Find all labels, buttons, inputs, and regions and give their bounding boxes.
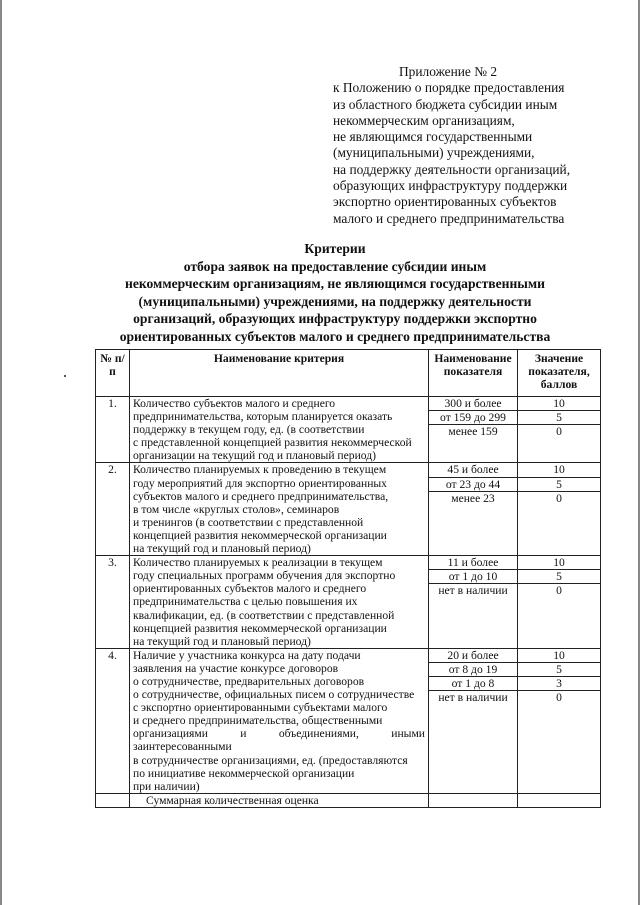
- criterion-line: субъектов малого и среднего предпринимательства,: [133, 489, 389, 503]
- criteria-table: [95, 349, 601, 808]
- criterion-line: концепцией развития некоммерческой организации: [133, 528, 387, 542]
- header-value: Значение показателя, баллов: [518, 350, 601, 397]
- indicator-option: нет в наличии: [438, 691, 508, 705]
- indicator-option: от 1 до 8: [429, 677, 517, 691]
- table-row: [96, 556, 601, 649]
- summary-empty-cell: [96, 793, 130, 807]
- score-value: 10: [518, 463, 600, 477]
- appendix-line: на поддержку деятельности организаций,: [333, 161, 571, 177]
- indicator-option: 20 и более: [429, 649, 517, 663]
- appendix-line: не являющимся государственными: [333, 129, 533, 145]
- scan-edge-left: [0, 0, 2, 905]
- table-row: [96, 397, 601, 463]
- row-number: 4.: [96, 648, 130, 793]
- score-value: 3: [518, 677, 600, 691]
- criterion-line: поддержку в текущем году, ед. (в соответствии: [133, 423, 365, 437]
- appendix-number: Приложение № 2: [399, 64, 498, 79]
- criterion-line: и среднего предпринимательства, общественными: [133, 714, 383, 728]
- criterion-line: Количество планируемых к проведению в текущем: [133, 463, 387, 477]
- score-value: 5: [518, 570, 600, 584]
- appendix-block: [333, 64, 633, 227]
- indicator-option: менее 159: [448, 425, 498, 439]
- row-number: 2.: [96, 463, 130, 556]
- criterion-line: предпринимательства, которым планируется оказать: [133, 410, 393, 424]
- summary-row: [96, 793, 601, 807]
- indicator-option: 300 и более: [429, 397, 517, 411]
- value-cell: [518, 397, 601, 463]
- indicator-cell: [429, 397, 518, 463]
- summary-empty-cell: [429, 793, 518, 807]
- criterion-line: о сотрудничестве, предварительных договоров: [133, 674, 365, 688]
- indicator-cell: [429, 556, 518, 649]
- indicator-option: от 1 до 10: [429, 570, 517, 584]
- indicator-option: от 8 до 19: [429, 663, 517, 677]
- criterion-line: о сотрудничестве, официальных писем о сотрудничестве: [133, 688, 415, 702]
- criterion-line: на текущий год и плановый период): [133, 542, 311, 556]
- criterion-line: организации на текущий год и плановый период): [133, 449, 377, 463]
- score-value: 10: [518, 397, 600, 411]
- title-line: отбора заявок на предоставление субсидии иным: [183, 258, 487, 274]
- title-line: (муниципальными) учреждениями, на поддержку деятельности: [138, 293, 532, 309]
- criterion-cell: [130, 463, 429, 556]
- score-value: 0: [556, 691, 562, 705]
- indicator-option: менее 23: [451, 491, 495, 505]
- scan-speck: [64, 375, 66, 377]
- criterion-line: в том числе «круглых столов», семинаров: [133, 502, 340, 516]
- table-row: [96, 648, 601, 793]
- criterion-line: году специальных программ обучения для экспортно: [133, 569, 396, 583]
- summary-empty-cell: [518, 793, 601, 807]
- value-cell: [518, 463, 601, 556]
- criterion-line: заявления на участие конкурсе договоров: [133, 661, 339, 675]
- score-value: 5: [518, 478, 600, 492]
- value-cell: [518, 556, 601, 649]
- score-value: 0: [556, 425, 562, 439]
- criterion-line: концепцией развития некоммерческой организации: [133, 621, 387, 635]
- score-value: 10: [518, 556, 600, 570]
- header-indicator: Наименование показателя: [429, 350, 518, 397]
- row-number: 1.: [96, 397, 130, 463]
- indicator-cell: [429, 648, 518, 793]
- score-value: 0: [556, 491, 562, 505]
- title-line: некоммерческим организациям, не являющимся государственными: [125, 276, 545, 292]
- score-value: 5: [518, 663, 600, 677]
- appendix-line: к Положению о порядке предоставления: [333, 80, 565, 96]
- criterion-line: году мероприятий для экспортно ориентированных: [133, 476, 387, 490]
- criterion-line: ориентированных субъектов малого и среднего: [133, 582, 367, 596]
- criterion-line: при наличии): [133, 779, 200, 793]
- title-heading: Критерии: [304, 241, 366, 256]
- title-line: организаций, образующих инфраструктуру поддержки экспортно: [133, 311, 537, 327]
- appendix-line: некоммерческим организациям,: [333, 112, 515, 128]
- appendix-line: малого и среднего предпринимательства: [333, 210, 565, 226]
- appendix-line: экспортно ориентированных субъектов: [333, 194, 557, 210]
- indicator-option: от 159 до 299: [429, 411, 517, 425]
- criterion-line: Количество планируемых к реализации в текущем: [133, 556, 383, 570]
- criterion-line: Количество субъектов малого и среднего: [133, 397, 336, 410]
- criterion-line: и тренингов (в соответствии с представленной: [133, 515, 364, 529]
- criterion-cell: [130, 648, 429, 793]
- criterion-line: с экспортно ориентированными субъектами малого: [133, 701, 388, 715]
- appendix-line: из областного бюджета субсидии иным: [333, 96, 558, 112]
- score-value: 10: [518, 649, 600, 663]
- score-value: 0: [556, 584, 562, 598]
- value-cell: [518, 648, 601, 793]
- indicator-option: нет в наличии: [438, 584, 508, 598]
- criterion-line: на текущий год и плановый период): [133, 634, 311, 648]
- indicator-option: 45 и более: [429, 463, 517, 477]
- criterion-line: квалификации, ед. (в соответствии с представленной: [133, 608, 395, 622]
- table-row: [96, 463, 601, 556]
- criterion-cell: [130, 556, 429, 649]
- indicator-cell: [429, 463, 518, 556]
- appendix-line: образующих инфраструктуру поддержки: [333, 178, 568, 194]
- criterion-line: Наличие у участника конкурса на дату подачи: [133, 648, 361, 662]
- indicator-option: от 23 до 44: [429, 478, 517, 492]
- criterion-line: организациями и объединениями, иными заинтересованными: [133, 727, 425, 754]
- criterion-cell: [130, 397, 429, 463]
- header-criterion: Наименование критерия: [130, 350, 429, 397]
- indicator-option: 11 и более: [429, 556, 517, 570]
- row-number: 3.: [96, 556, 130, 649]
- criterion-line: с представленной концепцией развития некоммерческой: [133, 436, 412, 450]
- criterion-line: по инициативе некоммерческой организации: [133, 766, 355, 780]
- criterion-line: в сотрудничестве организациями, ед. (предоставляются: [133, 753, 408, 767]
- title-line: ориентированных субъектов малого и среднего предпринимательства: [119, 328, 551, 344]
- appendix-line: (муниципальными) учреждениями,: [333, 145, 535, 161]
- criterion-line: предпринимательства с целью повышения их: [133, 595, 358, 609]
- summary-label: Суммарная количественная оценка: [130, 793, 429, 807]
- document-title: [90, 240, 580, 346]
- header-no: № п/п: [96, 350, 130, 397]
- score-value: 5: [518, 411, 600, 425]
- table-header-row: [96, 350, 601, 397]
